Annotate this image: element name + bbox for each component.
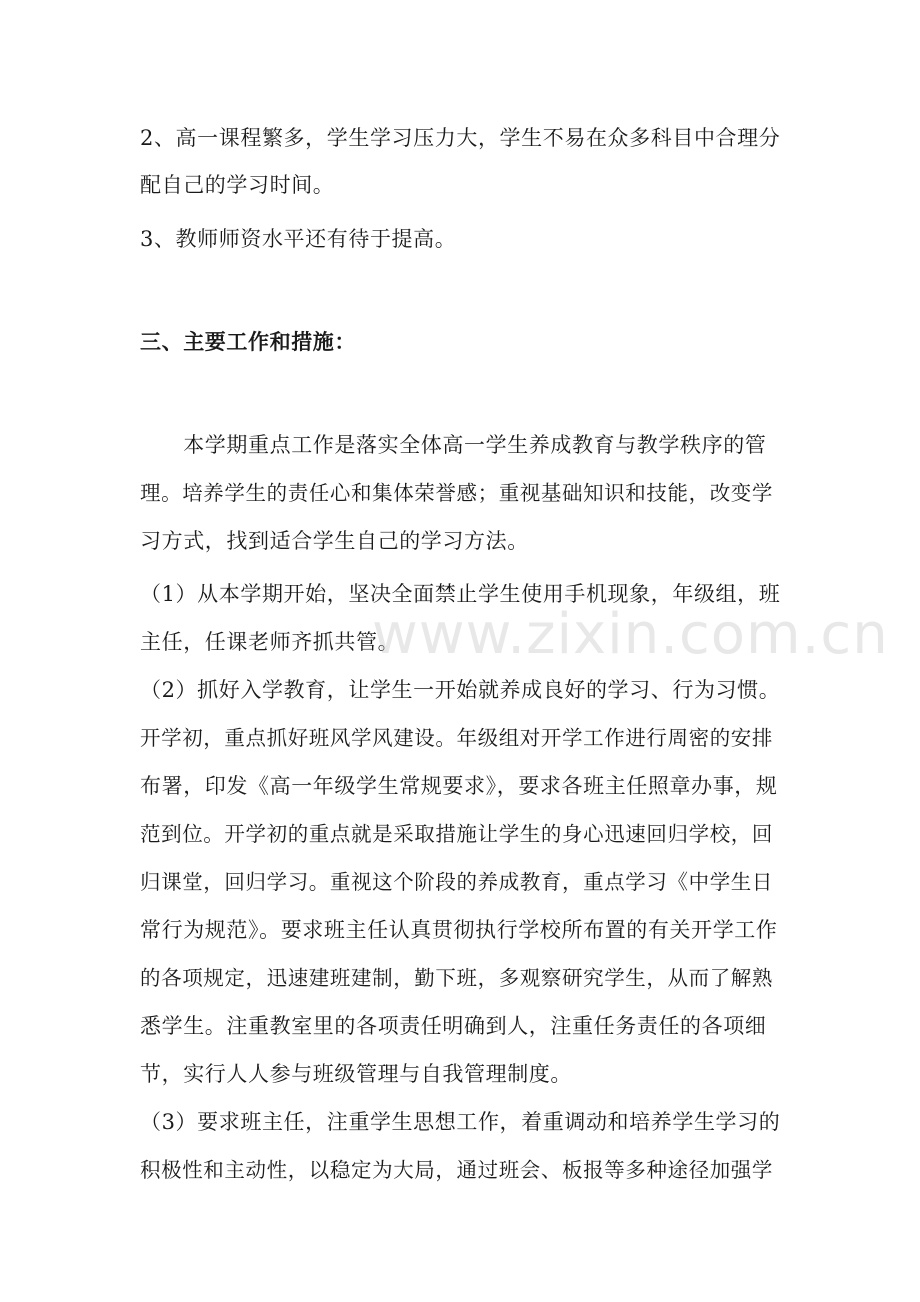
text-line-item-2-cont: 配自己的学习时间。 (140, 173, 335, 197)
measure-2-line-3: 布署，印发《高一年级学生常规要求》，要求各班主任照章办事，规 (140, 774, 778, 798)
text-line-item-3: 3、教师师资水平还有待于提高。 (140, 227, 457, 251)
measure-1-line-2: 主任，任课老师齐抓共管。 (140, 630, 400, 654)
measure-2-line-1: （2）抓好入学教育，让学生一开始就养成良好的学习、行为习惯。 (140, 678, 781, 702)
paragraph-intro-line-2: 理。培养学生的责任心和集体荣誉感；重视基础知识和技能，改变学 (140, 481, 773, 505)
watermark: www.zixin.com.cn (372, 602, 889, 667)
measure-2-line-7: 的各项规定，迅速建班建制，勤下班，多观察研究学生，从而了解熟 (140, 966, 773, 990)
measure-3-line-1: （3）要求班主任，注重学生思想工作，着重调动和培养学生学习的 (140, 1110, 781, 1134)
measure-1-line-1: （1）从本学期开始，坚决全面禁止学生使用手机现象，年级组，班 (140, 582, 781, 606)
measure-2-line-4: 范到位。开学初的重点就是采取措施让学生的身心迅速回归学校，回 (140, 822, 773, 846)
section-heading: 三、主要工作和措施： (140, 329, 356, 354)
measure-2-line-8: 悉学生。注重教室里的各项责任明确到人，注重任务责任的各项细 (140, 1014, 767, 1038)
text-line-item-2: 2、高一课程繁多，学生学习压力大，学生不易在众多科目中合理分 (140, 126, 781, 150)
measure-2-line-5: 归课堂，回归学习。重视这个阶段的养成教育，重点学习《中学生日 (140, 870, 773, 894)
paragraph-intro-line-3: 习方式，找到适合学生自己的学习方法。 (140, 529, 529, 553)
measure-2-line-9: 节，实行人人参与班级管理与自我管理制度。 (140, 1062, 572, 1086)
paragraph-intro-line-1: 本学期重点工作是落实全体高一学生养成教育与教学秩序的管 (140, 433, 767, 457)
measure-2-line-2: 开学初，重点抓好班风学风建设。年级组对开学工作进行周密的安排 (140, 726, 773, 750)
measure-2-line-6: 常行为规范》。要求班主任认真贯彻执行学校所布置的有关开学工作 (140, 918, 778, 942)
measure-3-line-2: 积极性和主动性，以稳定为大局，通过班会、板报等多种途径加强学 (140, 1158, 773, 1182)
